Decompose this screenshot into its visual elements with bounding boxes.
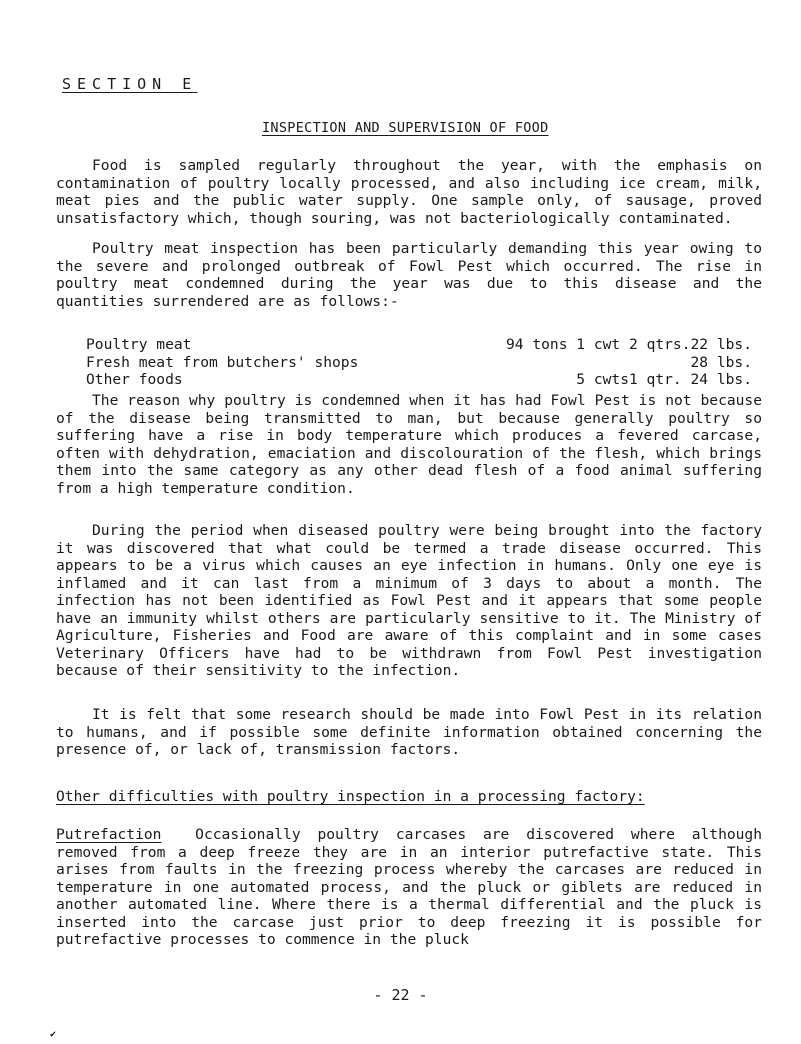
list-item: [86, 371, 766, 389]
section-heading: SECTION E: [62, 75, 198, 93]
quantity-label: Fresh meat from butchers' shops: [86, 353, 359, 371]
paragraph-trade-disease: During the period when diseased poultry were being brought into the factory it was discovered that what could be termed a trade disease occurred. This appears to be a virus which causes an eye infection in humans. Only one eye is inflamed and it can last from a minimum of 3 days to about a month. The infection has not been identified as Fowl Pest and it appears that some people have an immunity whilst others are particularly sensitive to it. The Ministry of Agriculture, Fisheries and Food are aware of this complaint and in some cases Veterinary Officers have had to be withdrawn from Fowl Pest investigation because of their sensitivity to the infection.: [56, 522, 762, 679]
putrefaction-text: Occasionally poultry carcases are discovered where although removed from a deep freeze they are in an interior putrefactive state. This arises from faults in the freezing process whereby the carcases are reduced in temperature in one automated process, and the pluck or giblets are reduced in another automated line. Where there is a thermal differential and the pluck is inserted into the carcase just prior to deep freezing it is possible for putrefactive processes to commence in the pluck: [56, 826, 763, 948]
quantity-label: Other foods: [86, 371, 183, 388]
quantity-value: 5 cwts1 qtr. 24 lbs.: [576, 371, 752, 388]
paragraph-research: It is felt that some research should be made into Fowl Pest in its relation to humans, and if possible some definite information obtained concerning the presence of, or lack of, transmission factors.: [56, 706, 762, 758]
paragraph-poultry-inspection: Poultry meat inspection has been particularly demanding this year owing to the severe and prolonged outbreak of Fowl Pest which occurred. The rise in poultry meat condemned during the year was due to this disease and the quantities surrendered are as follows:-: [56, 240, 762, 310]
paragraph-food-sampling: Food is sampled regularly throughout the year, with the emphasis on contamination of poultry locally processed, and also including ice cream, milk, meat pies and the public water supply. One sample only, of sausage, proved unsatisfactory which, though souring, was not bacteriologically contaminated.: [56, 157, 762, 227]
page-number: - 22 -: [373, 986, 428, 1004]
list-item: [86, 336, 766, 354]
corner-mark-icon: ✔: [50, 1029, 57, 1040]
quantity-value: 94 tons 1 cwt 2 qtrs.22 lbs.: [505, 336, 752, 353]
subheading-other-difficulties: Other difficulties with poultry inspection in a processing factory:: [56, 788, 645, 805]
list-item: [86, 354, 766, 372]
paragraph-putrefaction: [56, 826, 762, 949]
paragraph-condemnation-reason: The reason why poultry is condemned when it has had Fowl Pest is not because of the disease being transmitted to man, but because generally poultry so suffering have a rise in body temperature which produces a fevered carcase, often with dehydration, emaciation and discolouration of the flesh, which brings them into the same category as any other dead flesh of a food animal suffering from a high temperature condition.: [56, 392, 762, 497]
quantity-value: 28 lbs.: [690, 353, 752, 371]
putrefaction-heading: Putrefaction: [56, 826, 162, 843]
page-title: INSPECTION AND SUPERVISION OF FOOD: [262, 120, 549, 136]
quantity-label: Poultry meat: [86, 336, 192, 353]
quantities-list: [86, 336, 766, 389]
